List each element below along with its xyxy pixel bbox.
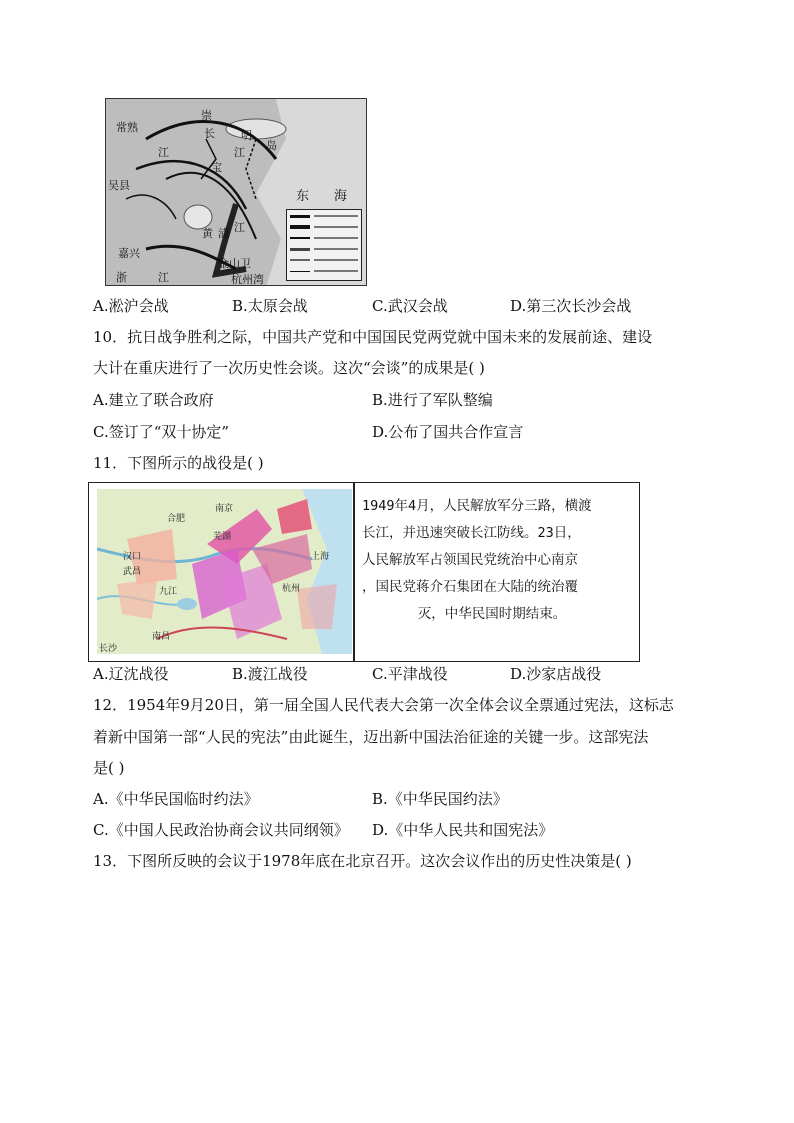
q11-text-line: 1949年4月，人民解放军分三路，横渡 xyxy=(362,498,592,514)
map-legend xyxy=(286,209,362,281)
map-label: 江 xyxy=(158,271,169,284)
q11-text-line: ，国民党蒋介石集团在大陆的统治覆 xyxy=(362,579,578,595)
q11-option-c: C.平津战役 xyxy=(372,665,448,683)
map-label: 宝 xyxy=(211,161,222,174)
q9-option-b: B.太原会战 xyxy=(232,297,308,315)
q11-option-a: A.辽沈战役 xyxy=(93,665,169,683)
map-label: 合肥 xyxy=(167,514,186,524)
map-label: 杭州湾 xyxy=(231,273,264,286)
q9-option-a: A.淞沪会战 xyxy=(93,297,169,315)
map-label: 崇 xyxy=(201,109,212,122)
q13-stem: 13．下图所反映的会议于1978年底在北京召开。这次会议作出的历史性决策是( ) xyxy=(93,852,632,870)
map-label: 武昌 xyxy=(123,567,142,577)
q11-stem: 11．下图所示的战役是( ) xyxy=(93,454,264,472)
map-label: 明 xyxy=(241,129,252,142)
q12-stem-line2: 着新中国第一部“人民的宪法”由此诞生，迈出新中国法治征途的关键一步。这部宪法 xyxy=(93,728,649,746)
map-label: 杭州 xyxy=(282,584,301,594)
q11-option-b: B.渡江战役 xyxy=(232,665,308,683)
map-label: 浦 xyxy=(218,227,229,240)
map-label: 嘉兴 xyxy=(118,247,140,260)
q11-description xyxy=(362,493,632,628)
q12-option-c: C.《中国人民政治协商会议共同纲领》 xyxy=(93,821,349,839)
map-label: 黄 xyxy=(202,227,213,240)
map-label: 上海 xyxy=(311,552,330,562)
q12-option-a: A.《中华民国临时约法》 xyxy=(93,790,259,808)
map-label: 浙 xyxy=(116,271,127,284)
q12-stem-line1: 12．1954年9月20日，第一届全国人民代表大会第一次全体会议全票通过宪法，这标志 xyxy=(93,696,674,714)
map-label: 芜湖 xyxy=(213,532,232,542)
map-label: 南京 xyxy=(215,504,234,514)
map-label: 长沙 xyxy=(99,644,118,654)
q11-text-line: 长江，并迅速突破长江防线。23日， xyxy=(362,525,581,541)
map-label: 江 xyxy=(158,146,169,159)
map-label: 海 xyxy=(334,189,348,204)
q9-option-d: D.第三次长沙会战 xyxy=(510,297,632,315)
map-label: 江 xyxy=(234,146,245,159)
map-label: 岛 xyxy=(266,139,277,152)
map-label: 东 xyxy=(296,189,310,204)
q10-option-b: B.进行了军队整编 xyxy=(372,391,493,409)
q12-option-d: D.《中华人民共和国宪法》 xyxy=(372,821,554,839)
crossing-river-map xyxy=(97,489,352,654)
map-label: 长 xyxy=(204,127,215,140)
q12-stem-line3: 是( ) xyxy=(93,759,125,777)
q11-text-line: 灭，中华民国时期结束。 xyxy=(417,606,567,622)
q10-stem-line2: 大计在重庆进行了一次历史性会谈。这次“会谈”的成果是( ) xyxy=(93,359,485,377)
q11-text-line: 人民解放军占领国民党统治中心南京 xyxy=(362,552,578,568)
q10-stem-line1: 10．抗日战争胜利之际，中国共产党和中国国民党两党就中国未来的发展前途、建设 xyxy=(93,328,653,346)
q9-option-c: C.武汉会战 xyxy=(372,297,448,315)
q10-option-c: C.签订了“双十协定” xyxy=(93,423,230,441)
q10-option-a: A.建立了联合政府 xyxy=(93,391,214,409)
map-label: 汉口 xyxy=(123,552,142,562)
map-label: 金山卫 xyxy=(218,257,251,270)
map-label: 南昌 xyxy=(152,632,171,642)
q11-figure xyxy=(88,482,640,662)
map-label: 九江 xyxy=(159,587,178,597)
q10-option-d: D.公布了国共合作宣言 xyxy=(372,423,524,441)
q11-option-d: D.沙家店战役 xyxy=(510,665,602,683)
q12-option-b: B.《中华民国约法》 xyxy=(372,790,508,808)
map-label: 江 xyxy=(234,221,245,234)
battle-map-shanghai xyxy=(105,98,367,286)
figure-divider xyxy=(353,483,355,661)
map-label: 常熟 xyxy=(116,121,138,134)
map-label: 吴县 xyxy=(108,179,130,192)
